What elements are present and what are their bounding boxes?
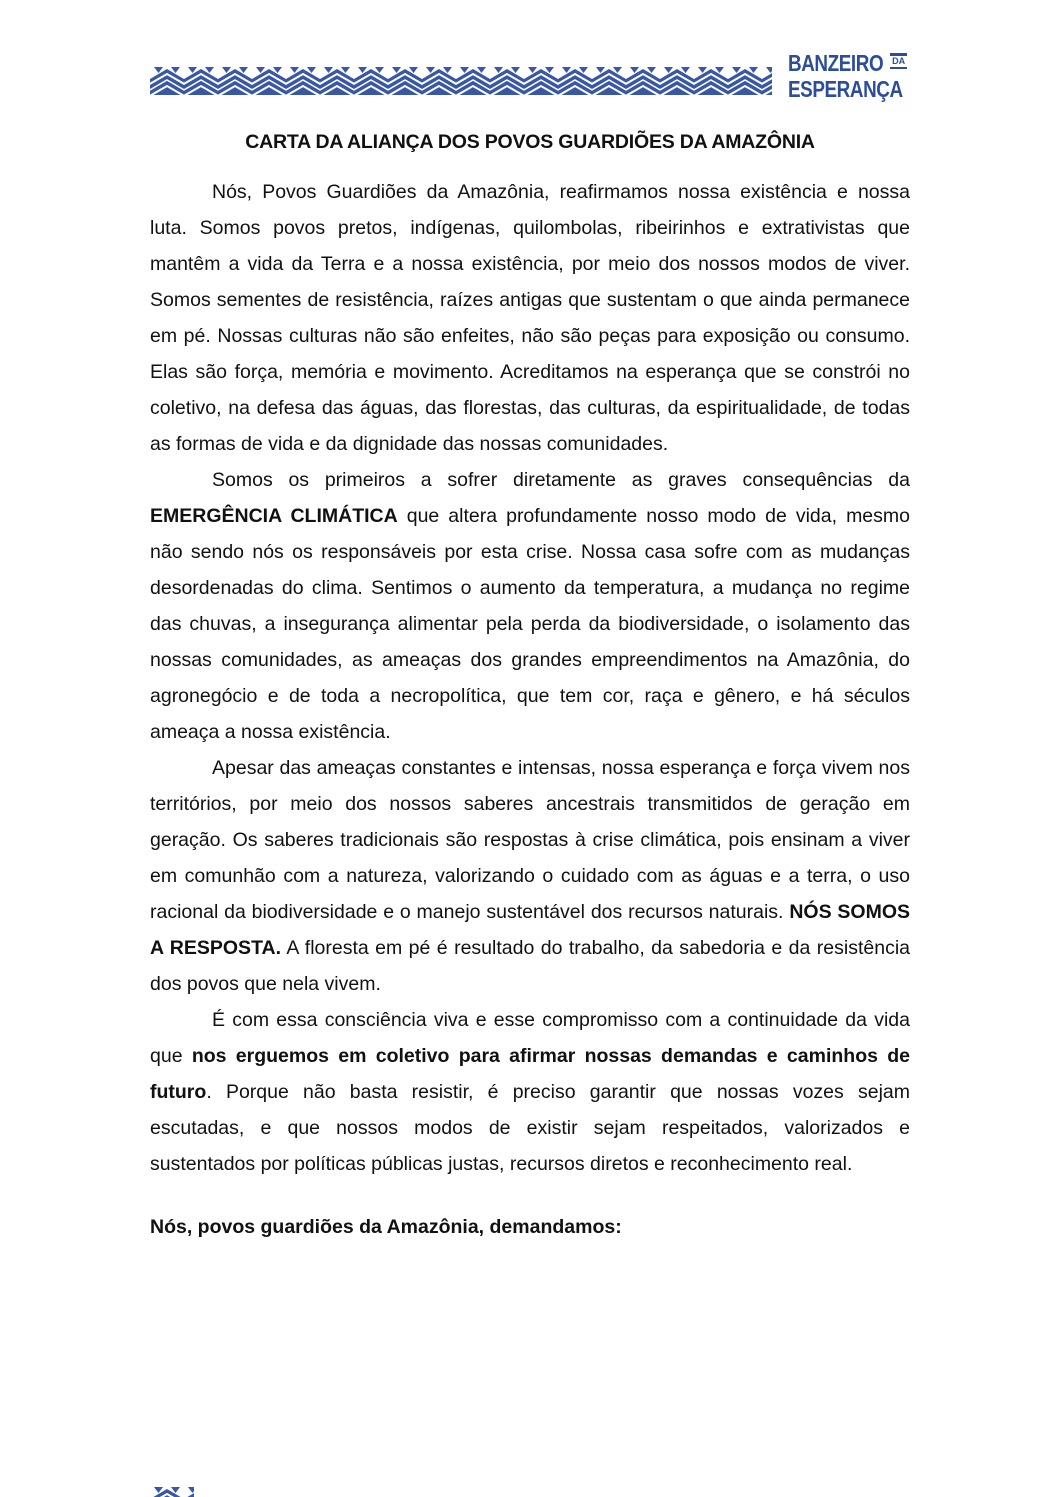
text-run: que altera profundamente nosso modo de vida, mesmo não sendo nós os responsáveis por esta crise. Nossa casa sofre com as mudanças desordenadas do clima. Sentimos o aumento da temperatura, a mudança no regime das chuvas, a insegurança alimentar pela perda da biodiversidade, o isolamento das nossas comunidades, as ameaças dos grandes empreendimentos na Amazônia, do agronegócio e de toda a necropolítica, que tem cor, raça e gênero, e há séculos ameaça a nossa existência. (150, 505, 910, 743)
header-zigzag-pattern (150, 67, 772, 95)
text-run: Nós, Povos Guardiões da Amazônia, reafirmamos nossa existência e nossa luta. Somos povos pretos, indígenas, quilombolas, ribeirinhos e extrativistas que mantêm a vida da Terra e a nossa existência, por meio dos nossos modos de viver. Somos sementes de resistência, raízes antigas que sustentam o que ainda permanece em pé. Nossas culturas não são enfeites, não são peças para exposição ou consumo. Elas são força, memória e movimento. Acreditamos na esperança que se constrói no coletivo, na defesa das águas, das florestas, das culturas, da espiritualidade, de todas as formas de vida e da dignidade das nossas comunidades. (150, 181, 910, 455)
bold-text-run: nos erguemos em coletivo para afirmar nossas demandas e caminhos de futuro (150, 1045, 910, 1103)
logo-text-esperanca: ESPERANÇA (788, 76, 903, 102)
banzeiro-logo (788, 52, 928, 101)
footer-zigzag-fragment (150, 1487, 194, 1497)
body-paragraphs (150, 174, 910, 1182)
body-paragraph (150, 462, 910, 750)
text-run: Apesar das ameaças constantes e intensas, nossa esperança e força vivem nos territórios, por meio dos nossos saberes ancestrais transmitidos de geração em geração. Os saberes tradicionais são respostas à crise climática, pois ensinam a viver em comunhão com a natureza, valorizando o cuidado com as águas e a terra, o uso racional da biodiversidade e o manejo sustentável dos recursos naturais. (150, 757, 910, 923)
text-run: A floresta em pé é resultado do trabalho, da sabedoria e da resistência dos povos que nela vivem. (150, 937, 910, 995)
bold-text-run: NÓS SOMOS A RESPOSTA. (150, 901, 910, 959)
body-paragraph (150, 174, 910, 462)
demands-heading: Nós, povos guardiões da Amazônia, demandamos: (150, 1216, 622, 1238)
bold-text-run: EMERGÊNCIA CLIMÁTICA (150, 505, 398, 527)
document-title: CARTA DA ALIANÇA DOS POVOS GUARDIÕES DA AMAZÔNIA (245, 131, 815, 153)
body-paragraph (150, 750, 910, 1002)
text-run: É com essa consciência viva e esse compromisso com a continuidade da vida que (150, 1009, 910, 1067)
text-run: Somos os primeiros a sofrer diretamente as graves consequências da (212, 469, 910, 491)
logo-text-da: DA (890, 53, 907, 69)
text-run: . Porque não basta resistir, é preciso garantir que nossas vozes sejam escutadas, e que nossos modos de existir sejam respeitados, valorizados e sustentados por políticas públicas justas, recursos diretos e reconhecimento real. (150, 1081, 910, 1175)
body-paragraph (150, 1002, 910, 1182)
logo-text-banzeiro: BANZEIRO (788, 50, 884, 76)
document-body (150, 174, 910, 1245)
